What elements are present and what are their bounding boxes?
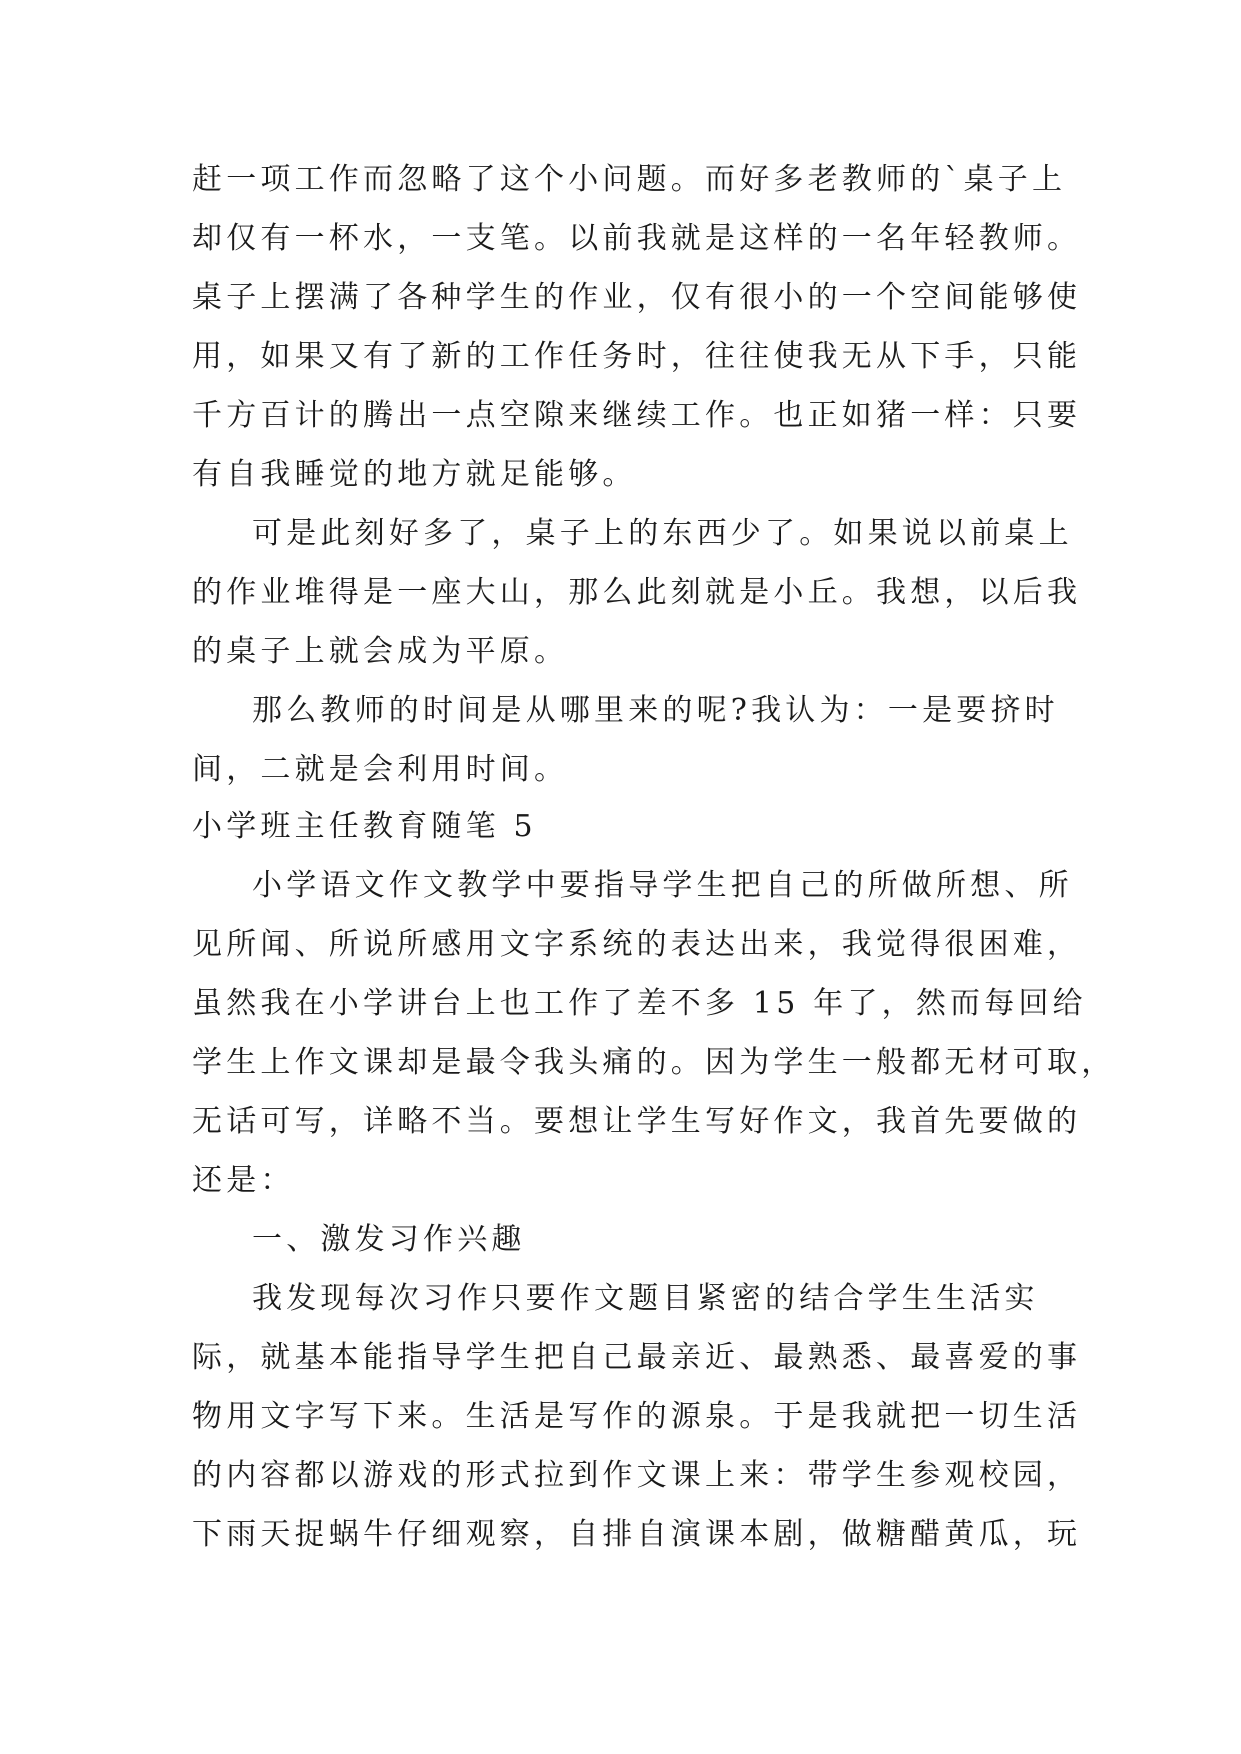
body-text-line: 际，就基本能指导学生把自己最亲近、最熟悉、最喜爱的事 xyxy=(192,1340,1082,1375)
body-text-line: 见所闻、所说所感用文字系统的表达出来，我觉得很困难， xyxy=(192,927,1082,962)
body-text-line: 的桌子上就会成为平原。 xyxy=(192,634,569,669)
body-text-line: 千方百计的腾出一点空隙来继续工作。也正如猪一样：只要 xyxy=(192,398,1082,433)
paragraph-first-line: 可是此刻好多了，桌子上的东西少了。如果说以前桌上 xyxy=(252,516,1073,551)
body-text-line: 有自我睡觉的地方就足能够。 xyxy=(192,457,637,492)
body-text-line: 学生上作文课却是最令我头痛的。因为学生一般都无材可取， xyxy=(192,1045,1116,1080)
body-text-line: 用，如果又有了新的工作任务时，往往使我无从下手，只能 xyxy=(192,339,1082,374)
body-text-line: 桌子上摆满了各种学生的作业，仅有很小的一个空间能够使 xyxy=(192,280,1082,315)
section-heading: 小学班主任教育随笔 5 xyxy=(192,809,537,844)
paragraph-first-line: 那么教师的时间是从哪里来的呢?我认为：一是要挤时 xyxy=(252,693,1059,728)
body-text-line: 还是： xyxy=(192,1163,295,1198)
subheading: 一、激发习作兴趣 xyxy=(252,1222,526,1257)
body-text-line: 虽然我在小学讲台上也工作了差不多 15 年了，然而每回给 xyxy=(192,986,1087,1021)
body-text-line: 的作业堆得是一座大山，那么此刻就是小丘。我想，以后我 xyxy=(192,575,1082,610)
body-text-line: 无话可写，详略不当。要想让学生写好作文，我首先要做的 xyxy=(192,1104,1082,1139)
body-text-line: 物用文字写下来。生活是写作的源泉。于是我就把一切生活 xyxy=(192,1399,1082,1434)
paragraph-first-line: 小学语文作文教学中要指导学生把自己的所做所想、所 xyxy=(252,868,1073,903)
paragraph-first-line: 我发现每次习作只要作文题目紧密的结合学生生活实 xyxy=(252,1281,1039,1316)
body-text-line: 赶一项工作而忽略了这个小问题。而好多老教师的`桌子上 xyxy=(192,162,1067,197)
body-text-line: 间，二就是会利用时间。 xyxy=(192,752,569,787)
body-text-line: 的内容都以游戏的形式拉到作文课上来：带学生参观校园， xyxy=(192,1458,1082,1493)
body-text-line: 下雨天捉蜗牛仔细观察，自排自演课本剧，做糖醋黄瓜，玩 xyxy=(192,1517,1082,1552)
body-text-line: 却仅有一杯水，一支笔。以前我就是这样的一名年轻教师。 xyxy=(192,221,1082,256)
